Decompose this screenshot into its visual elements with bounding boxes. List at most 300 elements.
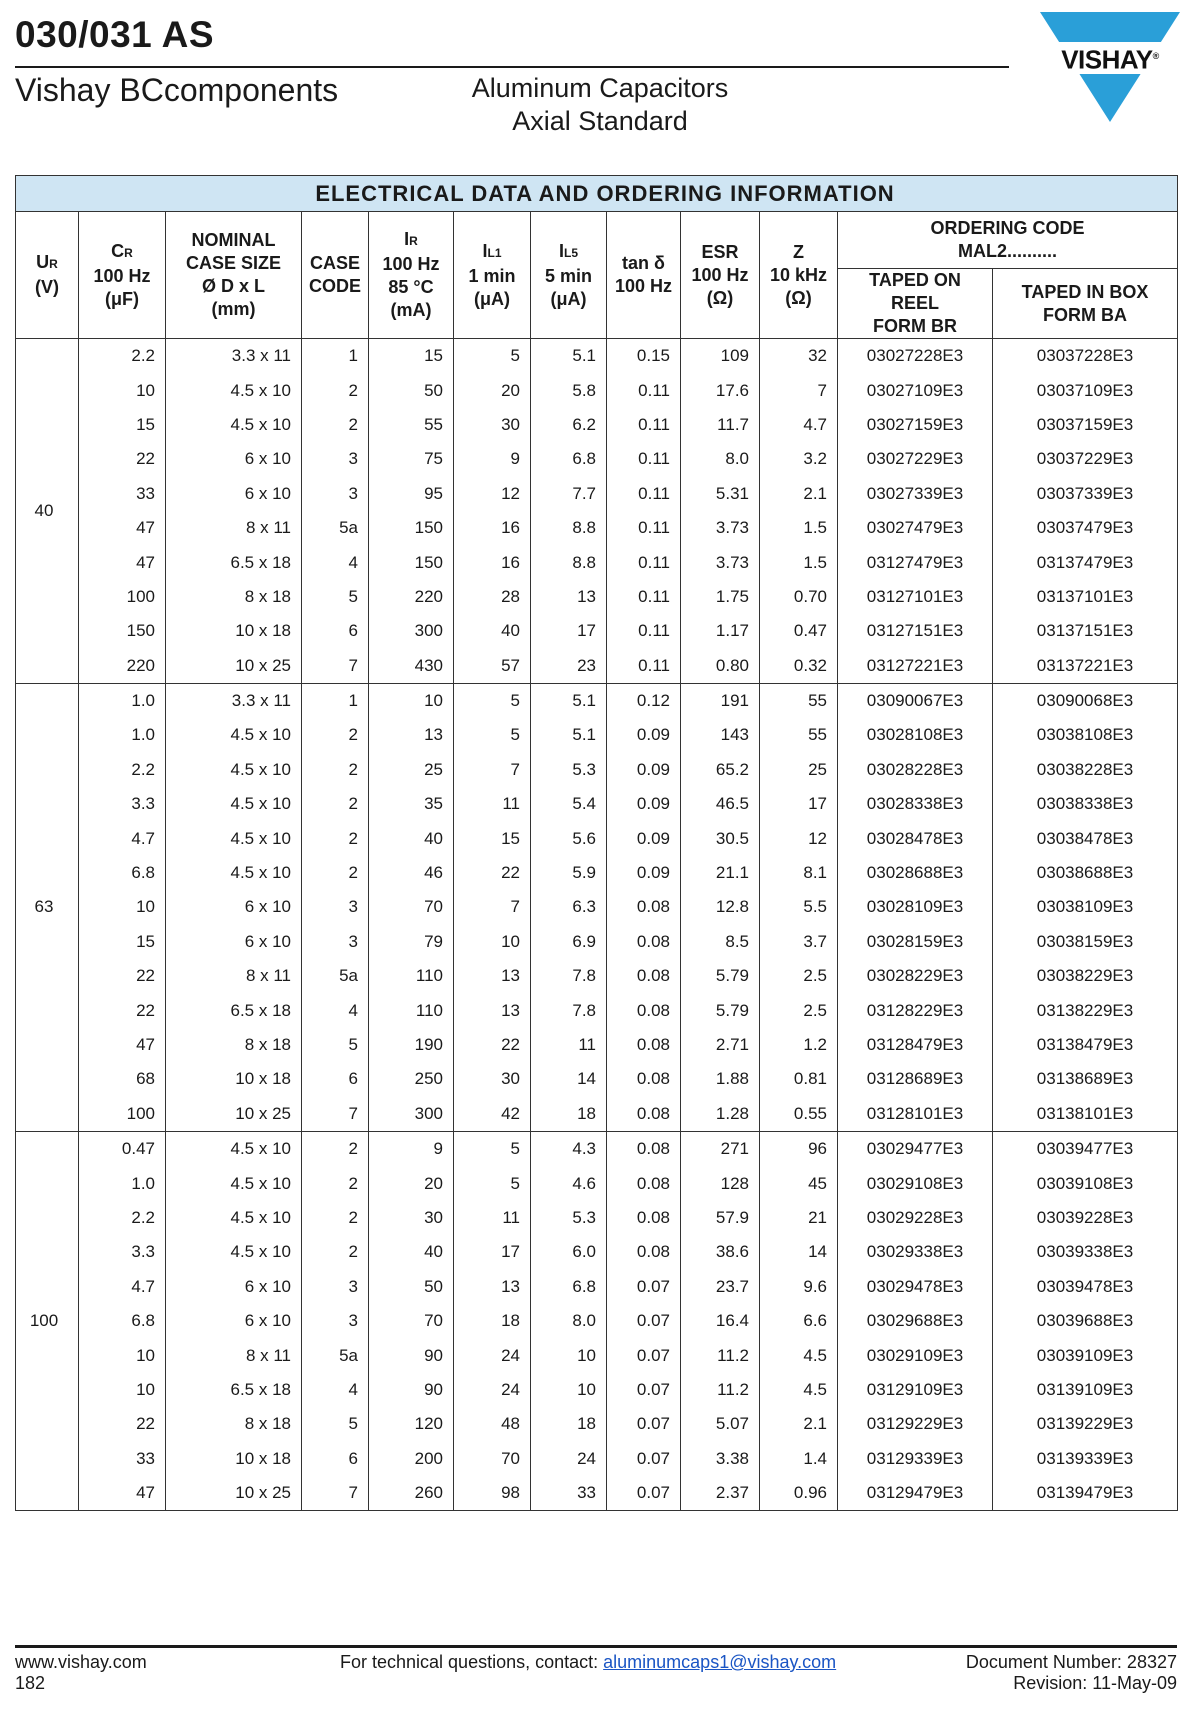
table-row [16, 890, 1178, 924]
cell-case-size: 6 x 10 [166, 477, 302, 511]
cell-il1: 24 [454, 1373, 531, 1407]
cell-box-code: 03137151E3 [993, 614, 1178, 648]
cell-z: 3.2 [760, 442, 838, 476]
table-body [16, 339, 1178, 1511]
cell-case-size: 4.5 x 10 [166, 718, 302, 752]
cell-cr: 15 [79, 408, 166, 442]
cell-ir: 13 [369, 718, 454, 752]
cell-ir: 25 [369, 753, 454, 787]
vishay-logo [1038, 12, 1182, 122]
cell-reel-code: 03128101E3 [838, 1097, 993, 1132]
table-row [16, 580, 1178, 614]
cell-il1: 11 [454, 787, 531, 821]
cell-esr: 2.37 [681, 1476, 760, 1511]
cell-tan-delta: 0.08 [607, 1201, 681, 1235]
cell-cr: 33 [79, 477, 166, 511]
col-header-z: Z 10 kHz (Ω) [760, 212, 838, 339]
cell-case-size: 6 x 10 [166, 442, 302, 476]
cell-box-code: 03039228E3 [993, 1201, 1178, 1235]
cell-il5: 11 [531, 1028, 607, 1062]
cell-ir: 40 [369, 821, 454, 855]
cell-tan-delta: 0.08 [607, 1235, 681, 1269]
cell-cr: 47 [79, 1476, 166, 1511]
cell-case-size: 4.5 x 10 [166, 787, 302, 821]
cell-case-code: 2 [302, 373, 369, 407]
cell-esr: 38.6 [681, 1235, 760, 1269]
col-header-esr: ESR 100 Hz (Ω) [681, 212, 760, 339]
contact-email-link[interactable]: aluminumcaps1@vishay.com [603, 1652, 837, 1672]
cell-il5: 7.8 [531, 959, 607, 993]
cell-ir: 250 [369, 1062, 454, 1096]
cell-cr: 22 [79, 993, 166, 1027]
cell-il1: 48 [454, 1407, 531, 1441]
cell-tan-delta: 0.09 [607, 718, 681, 752]
cell-esr: 128 [681, 1166, 760, 1200]
cell-tan-delta: 0.15 [607, 339, 681, 374]
cell-esr: 1.17 [681, 614, 760, 648]
table-row [16, 1338, 1178, 1372]
cell-il1: 13 [454, 959, 531, 993]
cell-ir: 190 [369, 1028, 454, 1062]
cell-cr: 47 [79, 1028, 166, 1062]
cell-case-size: 6.5 x 18 [166, 545, 302, 579]
cell-box-code: 03039108E3 [993, 1166, 1178, 1200]
cell-cr: 4.7 [79, 1270, 166, 1304]
cell-ir: 30 [369, 1201, 454, 1235]
cell-reel-code: 03129229E3 [838, 1407, 993, 1441]
cell-il1: 30 [454, 1062, 531, 1096]
cell-box-code: 03138229E3 [993, 993, 1178, 1027]
cell-case-code: 2 [302, 1131, 369, 1166]
cell-tan-delta: 0.09 [607, 856, 681, 890]
cell-z: 21 [760, 1201, 838, 1235]
cell-esr: 3.38 [681, 1442, 760, 1476]
cell-box-code: 03038688E3 [993, 856, 1178, 890]
cell-box-code: 03139229E3 [993, 1407, 1178, 1441]
cell-ir: 15 [369, 339, 454, 374]
cell-reel-code: 03127151E3 [838, 614, 993, 648]
cell-il5: 33 [531, 1476, 607, 1511]
cell-tan-delta: 0.08 [607, 1097, 681, 1132]
cell-reel-code: 03029228E3 [838, 1201, 993, 1235]
cell-case-size: 6 x 10 [166, 1270, 302, 1304]
cell-case-code: 3 [302, 925, 369, 959]
cell-z: 2.1 [760, 477, 838, 511]
contact-text: For technical questions, contact: [340, 1652, 604, 1672]
cell-reel-code: 03029688E3 [838, 1304, 993, 1338]
cell-case-code: 3 [302, 477, 369, 511]
cell-z: 45 [760, 1166, 838, 1200]
cell-case-code: 4 [302, 1373, 369, 1407]
cell-case-size: 8 x 11 [166, 511, 302, 545]
table-row [16, 373, 1178, 407]
cell-il1: 17 [454, 1235, 531, 1269]
table-row [16, 1062, 1178, 1096]
cell-z: 0.32 [760, 649, 838, 684]
cell-esr: 21.1 [681, 856, 760, 890]
revision-date: Revision: 11-May-09 [1013, 1673, 1177, 1693]
cell-box-code: 03038159E3 [993, 925, 1178, 959]
cell-reel-code: 03127221E3 [838, 649, 993, 684]
cell-case-size: 8 x 11 [166, 1338, 302, 1372]
cell-il5: 5.1 [531, 718, 607, 752]
cell-il5: 10 [531, 1373, 607, 1407]
col-header-taped-reel: TAPED ON REEL FORM BR [838, 269, 993, 339]
cell-case-code: 3 [302, 1270, 369, 1304]
cell-cr: 22 [79, 442, 166, 476]
table-row [16, 993, 1178, 1027]
cell-il5: 24 [531, 1442, 607, 1476]
electrical-data-table [15, 175, 1178, 1511]
cell-reel-code: 03028478E3 [838, 821, 993, 855]
cell-ir: 90 [369, 1373, 454, 1407]
cell-z: 1.4 [760, 1442, 838, 1476]
cell-esr: 5.31 [681, 477, 760, 511]
table-row [16, 1270, 1178, 1304]
cell-case-size: 4.5 x 10 [166, 1235, 302, 1269]
cell-reel-code: 03028108E3 [838, 718, 993, 752]
table-row [16, 545, 1178, 579]
cell-esr: 5.79 [681, 959, 760, 993]
cell-box-code: 03037228E3 [993, 339, 1178, 374]
cell-il5: 18 [531, 1097, 607, 1132]
cell-z: 2.1 [760, 1407, 838, 1441]
table-row [16, 821, 1178, 855]
cell-box-code: 03139339E3 [993, 1442, 1178, 1476]
cell-il1: 12 [454, 477, 531, 511]
cell-tan-delta: 0.08 [607, 993, 681, 1027]
cell-ir: 55 [369, 408, 454, 442]
cell-esr: 23.7 [681, 1270, 760, 1304]
cell-case-size: 4.5 x 10 [166, 373, 302, 407]
cell-tan-delta: 0.08 [607, 959, 681, 993]
cell-case-size: 10 x 25 [166, 1097, 302, 1132]
cell-esr: 5.79 [681, 993, 760, 1027]
cell-esr: 46.5 [681, 787, 760, 821]
cell-case-size: 4.5 x 10 [166, 1201, 302, 1235]
cell-il5: 23 [531, 649, 607, 684]
cell-box-code: 03037479E3 [993, 511, 1178, 545]
cell-case-code: 4 [302, 545, 369, 579]
cell-z: 1.2 [760, 1028, 838, 1062]
part-title: 030/031 AS [15, 14, 215, 55]
cell-box-code: 03039338E3 [993, 1235, 1178, 1269]
table-row [16, 1166, 1178, 1200]
cell-cr: 33 [79, 1442, 166, 1476]
cell-case-size: 6.5 x 18 [166, 993, 302, 1027]
cell-esr: 3.73 [681, 545, 760, 579]
cell-case-code: 2 [302, 718, 369, 752]
cell-case-size: 4.5 x 10 [166, 856, 302, 890]
cell-cr: 6.8 [79, 1304, 166, 1338]
cell-case-size: 8 x 18 [166, 580, 302, 614]
cell-tan-delta: 0.11 [607, 477, 681, 511]
cell-case-code: 2 [302, 787, 369, 821]
cell-case-code: 6 [302, 1062, 369, 1096]
cell-reel-code: 03127479E3 [838, 545, 993, 579]
cell-case-code: 4 [302, 993, 369, 1027]
cell-il5: 5.9 [531, 856, 607, 890]
cell-ir: 150 [369, 511, 454, 545]
cell-cr: 22 [79, 959, 166, 993]
cell-ir: 35 [369, 787, 454, 821]
cell-il1: 7 [454, 753, 531, 787]
cell-reel-code: 03090067E3 [838, 683, 993, 718]
cell-il5: 5.4 [531, 787, 607, 821]
cell-tan-delta: 0.11 [607, 545, 681, 579]
cell-reel-code: 03027228E3 [838, 339, 993, 374]
col-header-taped-box: TAPED IN BOX FORM BA [993, 269, 1178, 339]
cell-esr: 271 [681, 1131, 760, 1166]
table-row [16, 1028, 1178, 1062]
cell-reel-code: 03028109E3 [838, 890, 993, 924]
cell-ir: 120 [369, 1407, 454, 1441]
cell-reel-code: 03029109E3 [838, 1338, 993, 1372]
logo-text [1038, 42, 1182, 74]
cell-box-code: 03037339E3 [993, 477, 1178, 511]
cell-box-code: 03038338E3 [993, 787, 1178, 821]
cell-il1: 30 [454, 408, 531, 442]
table-row [16, 1407, 1178, 1441]
cell-il5: 5.8 [531, 373, 607, 407]
cell-il1: 9 [454, 442, 531, 476]
cell-esr: 143 [681, 718, 760, 752]
cell-ir: 110 [369, 993, 454, 1027]
cell-z: 1.5 [760, 511, 838, 545]
cell-cr: 3.3 [79, 1235, 166, 1269]
table-row [16, 1373, 1178, 1407]
cell-cr: 2.2 [79, 339, 166, 374]
cell-esr: 11.2 [681, 1338, 760, 1372]
cell-box-code: 03037229E3 [993, 442, 1178, 476]
cell-z: 0.55 [760, 1097, 838, 1132]
cell-reel-code: 03128229E3 [838, 993, 993, 1027]
cell-reel-code: 03028338E3 [838, 787, 993, 821]
logo-wordmark: VISHAY [1061, 44, 1153, 75]
cell-case-size: 10 x 25 [166, 1476, 302, 1511]
col-header-ir: IR 100 Hz 85 °C (mA) [369, 212, 454, 339]
cell-box-code: 03137221E3 [993, 649, 1178, 684]
cell-cr: 1.0 [79, 1166, 166, 1200]
cell-il1: 22 [454, 1028, 531, 1062]
cell-z: 3.7 [760, 925, 838, 959]
cell-esr: 16.4 [681, 1304, 760, 1338]
cell-box-code: 03038478E3 [993, 821, 1178, 855]
cell-il1: 16 [454, 545, 531, 579]
cell-box-code: 03037159E3 [993, 408, 1178, 442]
cell-tan-delta: 0.11 [607, 442, 681, 476]
website-url: www.vishay.com [15, 1652, 147, 1672]
cell-il5: 8.8 [531, 545, 607, 579]
cell-tan-delta: 0.09 [607, 821, 681, 855]
cell-cr: 10 [79, 890, 166, 924]
table-row [16, 408, 1178, 442]
cell-il1: 42 [454, 1097, 531, 1132]
cell-z: 4.5 [760, 1373, 838, 1407]
cell-case-code: 2 [302, 856, 369, 890]
cell-ir: 40 [369, 1235, 454, 1269]
cell-esr: 65.2 [681, 753, 760, 787]
cell-il5: 6.9 [531, 925, 607, 959]
cell-il5: 14 [531, 1062, 607, 1096]
cell-il1: 57 [454, 649, 531, 684]
cell-tan-delta: 0.08 [607, 890, 681, 924]
cell-z: 55 [760, 683, 838, 718]
cell-il5: 8.0 [531, 1304, 607, 1338]
cell-z: 12 [760, 821, 838, 855]
cell-reel-code: 03029108E3 [838, 1166, 993, 1200]
cell-ur: 100 [16, 1131, 79, 1510]
cell-case-code: 5a [302, 959, 369, 993]
section-title: ELECTRICAL DATA AND ORDERING INFORMATION [16, 176, 1178, 212]
cell-reel-code: 03029338E3 [838, 1235, 993, 1269]
cell-cr: 100 [79, 580, 166, 614]
cell-z: 9.6 [760, 1270, 838, 1304]
document-type-line-1: Aluminum Capacitors [471, 73, 729, 103]
cell-case-code: 2 [302, 821, 369, 855]
cell-tan-delta: 0.08 [607, 1131, 681, 1166]
cell-tan-delta: 0.11 [607, 614, 681, 648]
cell-z: 6.6 [760, 1304, 838, 1338]
cell-il1: 5 [454, 1166, 531, 1200]
cell-cr: 47 [79, 511, 166, 545]
col-header-il1: IL1 1 min (μA) [454, 212, 531, 339]
cell-il1: 15 [454, 821, 531, 855]
cell-il1: 11 [454, 1201, 531, 1235]
cell-cr: 100 [79, 1097, 166, 1132]
cell-cr: 68 [79, 1062, 166, 1096]
cell-cr: 220 [79, 649, 166, 684]
cell-z: 0.96 [760, 1476, 838, 1511]
cell-esr: 5.07 [681, 1407, 760, 1441]
cell-il1: 16 [454, 511, 531, 545]
company-name: Vishay BCcomponents [15, 72, 339, 108]
cell-tan-delta: 0.08 [607, 1166, 681, 1200]
cell-cr: 1.0 [79, 683, 166, 718]
cell-esr: 109 [681, 339, 760, 374]
cell-box-code: 03138689E3 [993, 1062, 1178, 1096]
cell-reel-code: 03129109E3 [838, 1373, 993, 1407]
cell-ir: 9 [369, 1131, 454, 1166]
cell-tan-delta: 0.07 [607, 1442, 681, 1476]
cell-il5: 7.7 [531, 477, 607, 511]
cell-case-size: 8 x 18 [166, 1028, 302, 1062]
header-rule [15, 66, 1009, 68]
cell-esr: 8.0 [681, 442, 760, 476]
cell-case-code: 3 [302, 442, 369, 476]
col-header-il5: IL5 5 min (μA) [531, 212, 607, 339]
cell-case-size: 8 x 11 [166, 959, 302, 993]
cell-z: 17 [760, 787, 838, 821]
cell-z: 7 [760, 373, 838, 407]
col-header-ur: UR (V) [16, 212, 79, 339]
cell-il5: 4.3 [531, 1131, 607, 1166]
cell-reel-code: 03028688E3 [838, 856, 993, 890]
cell-tan-delta: 0.08 [607, 1028, 681, 1062]
cell-il5: 7.8 [531, 993, 607, 1027]
cell-case-code: 2 [302, 408, 369, 442]
cell-il1: 28 [454, 580, 531, 614]
cell-ir: 70 [369, 890, 454, 924]
cell-box-code: 03139479E3 [993, 1476, 1178, 1511]
cell-tan-delta: 0.08 [607, 925, 681, 959]
cell-z: 5.5 [760, 890, 838, 924]
cell-z: 1.5 [760, 545, 838, 579]
cell-z: 4.5 [760, 1338, 838, 1372]
cell-il5: 8.8 [531, 511, 607, 545]
footer-left [15, 1652, 147, 1694]
col-header-case-code: CASE CODE [302, 212, 369, 339]
cell-tan-delta: 0.11 [607, 580, 681, 614]
cell-box-code: 03039478E3 [993, 1270, 1178, 1304]
cell-il1: 18 [454, 1304, 531, 1338]
cell-cr: 10 [79, 1338, 166, 1372]
cell-il1: 5 [454, 683, 531, 718]
document-number: Document Number: 28327 [965, 1652, 1177, 1672]
cell-reel-code: 03127101E3 [838, 580, 993, 614]
cell-cr: 1.0 [79, 718, 166, 752]
cell-z: 4.7 [760, 408, 838, 442]
cell-il1: 98 [454, 1476, 531, 1511]
cell-tan-delta: 0.12 [607, 683, 681, 718]
table-row [16, 649, 1178, 684]
cell-il5: 4.6 [531, 1166, 607, 1200]
table-row [16, 718, 1178, 752]
cell-esr: 17.6 [681, 373, 760, 407]
cell-case-code: 2 [302, 753, 369, 787]
cell-box-code: 03038229E3 [993, 959, 1178, 993]
table-row [16, 442, 1178, 476]
cell-tan-delta: 0.09 [607, 753, 681, 787]
cell-z: 25 [760, 753, 838, 787]
cell-cr: 0.47 [79, 1131, 166, 1166]
cell-case-code: 7 [302, 1097, 369, 1132]
cell-cr: 3.3 [79, 787, 166, 821]
cell-z: 2.5 [760, 993, 838, 1027]
table-row [16, 1442, 1178, 1476]
cell-reel-code: 03027109E3 [838, 373, 993, 407]
cell-box-code: 03038109E3 [993, 890, 1178, 924]
cell-ir: 300 [369, 614, 454, 648]
cell-case-code: 1 [302, 339, 369, 374]
cell-il5: 5.3 [531, 1201, 607, 1235]
table-row [16, 787, 1178, 821]
cell-case-size: 4.5 x 10 [166, 1166, 302, 1200]
cell-case-size: 4.5 x 10 [166, 821, 302, 855]
table-row [16, 925, 1178, 959]
cell-esr: 8.5 [681, 925, 760, 959]
cell-esr: 191 [681, 683, 760, 718]
cell-esr: 12.8 [681, 890, 760, 924]
table-row [16, 339, 1178, 374]
cell-case-code: 3 [302, 1304, 369, 1338]
cell-cr: 22 [79, 1407, 166, 1441]
cell-z: 96 [760, 1131, 838, 1166]
cell-cr: 2.2 [79, 1201, 166, 1235]
cell-tan-delta: 0.07 [607, 1476, 681, 1511]
table-row [16, 959, 1178, 993]
cell-box-code: 03137479E3 [993, 545, 1178, 579]
document-type [420, 72, 780, 138]
cell-case-size: 4.5 x 10 [166, 753, 302, 787]
cell-reel-code: 03028228E3 [838, 753, 993, 787]
col-header-ordering-code: ORDERING CODE MAL2.......... [838, 212, 1178, 269]
cell-z: 55 [760, 718, 838, 752]
cell-il1: 5 [454, 339, 531, 374]
cell-case-code: 3 [302, 890, 369, 924]
footer-rule [15, 1645, 1177, 1648]
table-row [16, 1201, 1178, 1235]
